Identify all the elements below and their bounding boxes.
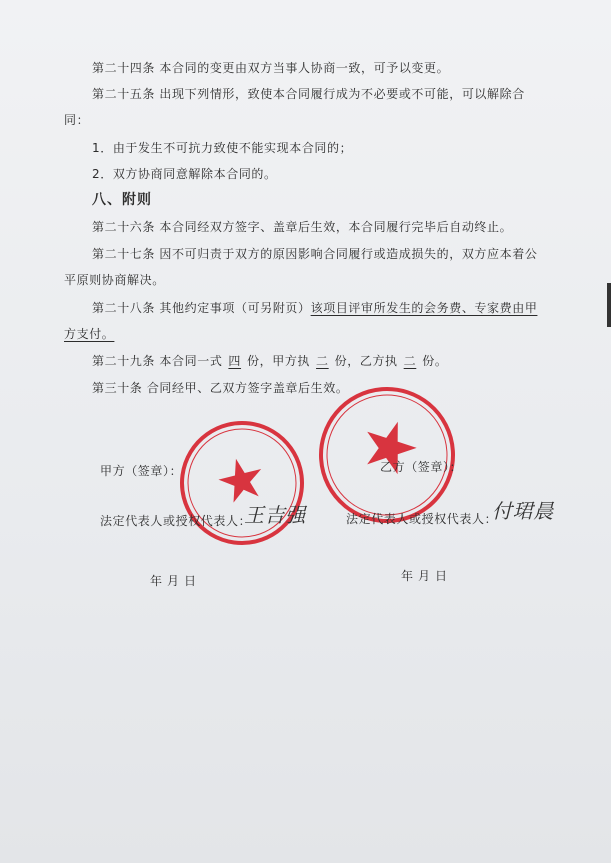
article-29-text-4: 份。 [422,354,448,368]
party-a-representative-label: 法定代表人或授权代表人： [100,514,252,528]
copies-party-b: 二 [403,354,417,368]
article-28-underlined-1: 该项目评审所发生的会务费、专家费由甲 [310,301,538,315]
party-a-label: 甲方（签章）： [100,464,183,478]
article-28-underlined-2: 方支付。 [64,327,115,341]
termination-item-1: 1．由于发生不可抗力致使不能实现本合同的； [92,141,353,155]
article-25-line1: 第二十五条 出现下列情形，致使本合同履行成为不必要或不可能，可以解除合 [92,87,525,101]
article-29-text-2: 份，甲方执 [247,354,311,368]
article-27-line1: 第二十七条 因不可归责于双方的原因影响合同履行或造成损失的，双方应本着公 [92,247,538,261]
article-29-text-1: 第二十九条 本合同一式 [92,354,223,368]
copies-party-a: 二 [316,354,329,368]
party-b-date: 年 月 日 [401,569,448,583]
article-26: 第二十六条 本合同经双方签字、盖章后生效，本合同履行完毕后自动终止。 [92,220,513,234]
article-30: 第三十条 合同经甲、乙双方签字盖章后生效。 [92,381,349,395]
party-b-seal [316,384,458,526]
article-29-text-3: 份，乙方执 [334,354,398,368]
party-b-signature: 付珺晨 [492,499,554,523]
party-a-signature: 王吉强 [244,503,306,527]
section-heading: 八、附则 [92,192,152,208]
article-29 [92,353,447,369]
party-a-date: 年 月 日 [150,574,197,588]
article-24: 第二十四条 本合同的变更由双方当事人协商一致，可予以变更。 [92,61,450,75]
article-28-prefix: 第二十八条 其他约定事项（可另附页） [92,301,311,315]
termination-item-2: 2．双方协商同意解除本合同的。 [92,167,277,181]
party-b-label: 乙方（签章）： [380,460,463,474]
copies-total: 四 [228,354,242,368]
article-25-line2: 同： [64,113,90,127]
scan-edge-mark [607,283,611,327]
party-b-representative-label: 法定代表人或授权代表人： [346,512,498,526]
article-28-line1 [92,300,537,316]
article-27-line2: 平原则协商解决。 [64,273,165,287]
